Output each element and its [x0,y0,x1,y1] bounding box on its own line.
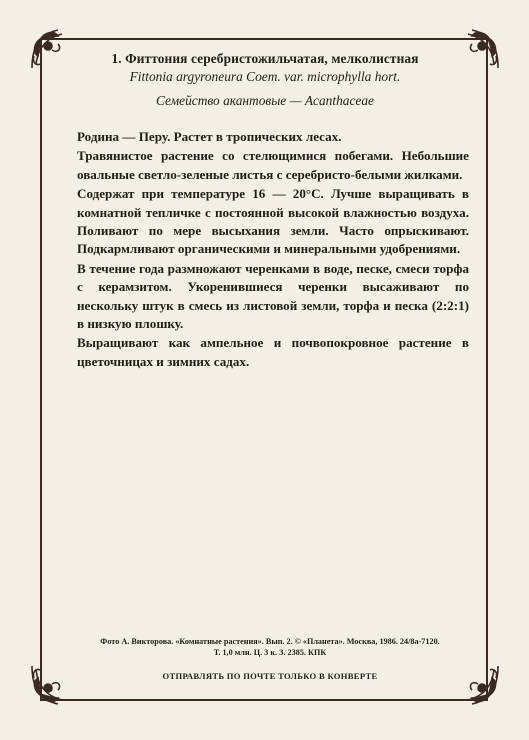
paragraph-care: Содержат при температуре 16 — 20°С. Лучше выращивать в комнатной тепличке с постоянной высокой влажностью воздуха. Поливают по мере высыхания земли. Часто опрыскивают. Подкармливают органическими и минеральными удобрениями. [77,186,469,257]
credits-line-2: Т. 1,0 млн. Ц. 3 к. З. 2385. КПК [213,647,327,657]
paragraph-usage: Выращивают как ампельное и почвопокровное растение в цветочницах и зимних садах. [77,335,469,369]
card-footer [60,637,480,682]
credits-line-1: Фото А. Викторова. «Комнатные растения». Вып. 2. © «Планета». Москва, 1986. 24/8а-7120. [100,637,440,646]
paragraph-propagation: В течение года размножают черенками в воде, песке, смеси торфа с керамзитом. Укоренившиеся черенки высаживают по нескольку штук в смесь из листовой земли, торфа и песка (2:2:1) в низкую плошку. [77,260,469,332]
paragraph-origin: Родина — Перу. Растет в тропических лесах. [77,129,342,144]
paragraph-appearance: Травянистое растение со стелющимися побегами. Небольшие овальные светло-зеленые листья с серебристо-белыми жилками. [77,148,469,182]
mail-note: ОТПРАВЛЯТЬ ПО ПОЧТЕ ТОЛЬКО В КОНВЕРТЕ [162,671,378,681]
plant-family: Семейство акантовые — Acanthaceae [155,93,375,108]
description-body [77,128,469,372]
latin-name: Fittonia argyroneura Coem. var. microphylla hort. [129,69,401,84]
plant-title: 1. Фиттония серебристожильчатая, мелколистная [111,51,419,66]
card-header [60,50,470,110]
